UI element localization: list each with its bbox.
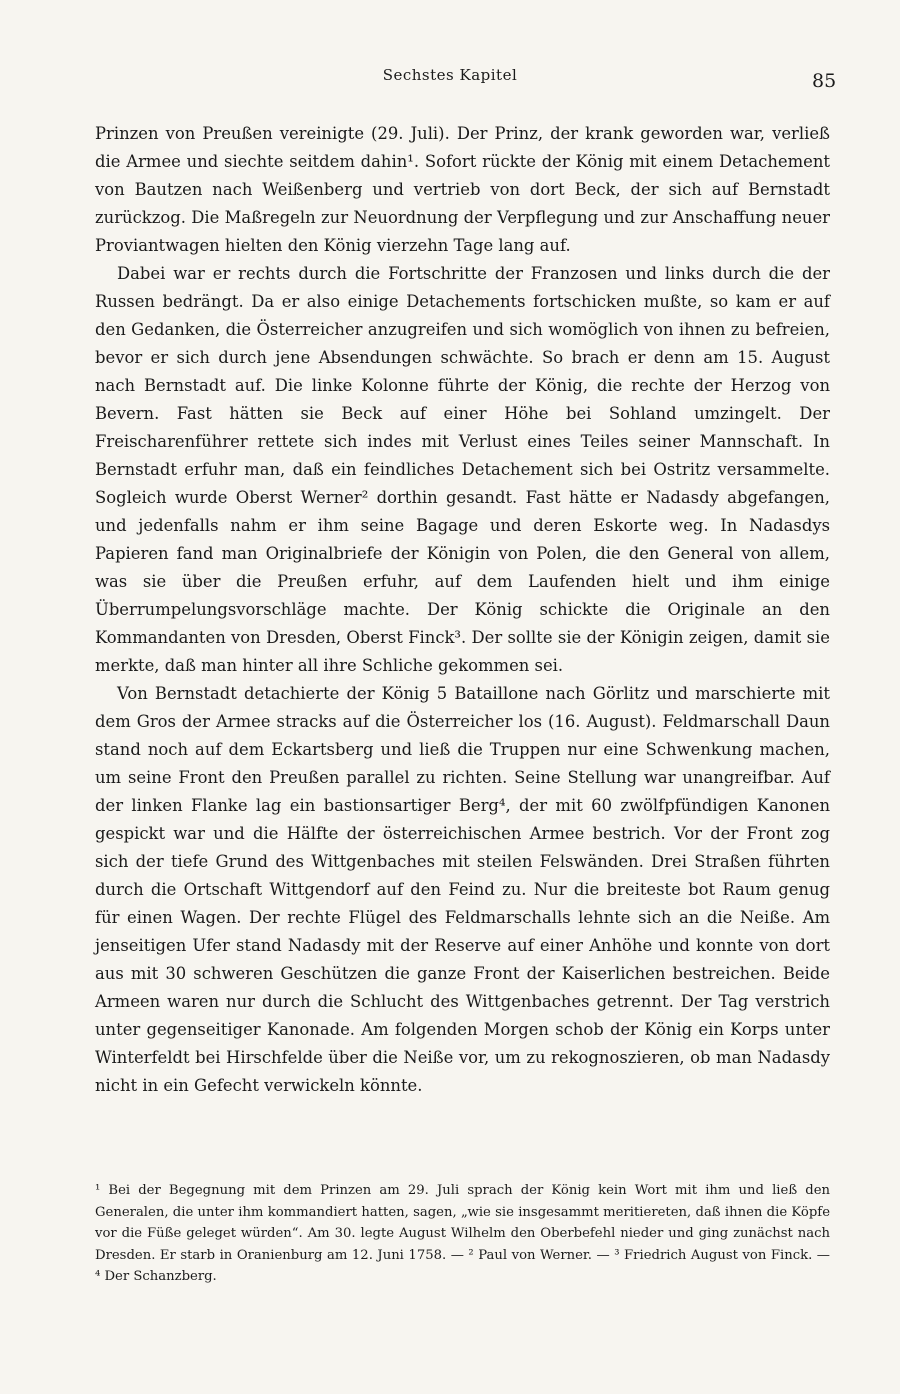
footnote-text: ¹ Bei der Begegnung mit dem Prinzen am 29. Juli sprach der König kein Wort mit ihm und ließ den Generalen, die unter ihm kommandiert hatten, sagen, „wie sie insgesammt meritiereten, daß ihnen die Köpfe vor die Füße geleget würden“. Am 30. legte August Wilhelm den Oberbefehl nieder und ging zunächst nach Dresden. Er starb in Oranienburg am 12. Juni 1758. — ² Paul von Werner. — ³ Friedrich August von Finck. — ⁴ Der Schanzberg. [95, 1183, 830, 1284]
footnotes [95, 1180, 830, 1288]
paragraph: Von Bernstadt detachierte der König 5 Bataillone nach Görlitz und marschierte mit dem Gros der Armee stracks auf die Österreicher los (16. August). Feldmarschall Daun stand noch auf dem Eckartsberg und ließ die Truppen nur eine Schwenkung machen, um seine Front den Preußen parallel zu richten. Seine Stellung war unangreifbar. Auf der linken Flanke lag ein bastionsartiger Berg⁴, der mit 60 zwölfpfündigen Kanonen gespickt war und die Hälfte der österreichischen Armee bestrich. Vor der Front zog sich der tiefe Grund des Wittgenbaches mit steilen Felswänden. Drei Straßen führten durch die Ortschaft Wittgendorf auf den Feind zu. Nur die breiteste bot Raum genug für einen Wagen. Der rechte Flügel des Feldmarschalls lehnte sich an die Neiße. Am jenseitigen Ufer stand Nadasdy mit der Reserve auf einer Anhöhe und konnte von dort aus mit 30 schweren Geschützen die ganze Front der Kaiserlichen bestreichen. Beide Armeen waren nur durch die Schlucht des Wittgenbaches getrennt. Der Tag verstrich unter gegenseitiger Kanonade. Am folgenden Morgen schob der König ein Korps unter Winterfeldt bei Hirschfelde über die Neiße vor, um zu rekognoszieren, ob man Nadasdy nicht in ein Gefecht verwickeln könnte. [95, 684, 830, 1095]
running-title: Sechstes Kapitel [382, 66, 518, 84]
paragraph: Prinzen von Preußen vereinigte (29. Juli). Der Prinz, der krank geworden war, verließ die Armee und siechte seitdem dahin¹. Sofort rückte der König mit einem Detachement von Bautzen nach Weißenberg und vertrieb von dort Beck, der sich auf Bernstadt zurückzog. Die Maßregeln zur Neuordnung der Verpflegung und zur Anschaffung neuer Proviantwagen hielten den König vierzehn Tage lang auf. [95, 124, 830, 255]
body-text [95, 120, 830, 1100]
paragraph: Dabei war er rechts durch die Fortschritte der Franzosen und links durch die der Russen bedrängt. Da er also einige Detachements fortschicken mußte, so kam er auf den Gedanken, die Österreicher anzugreifen und sich womöglich von ihnen zu befreien, bevor er sich durch jene Absendungen schwächte. So brach er denn am 15. August nach Bernstadt auf. Die linke Kolonne führte der König, die rechte der Herzog von Bevern. Fast hätten sie Beck auf einer Höhe bei Sohland umzingelt. Der Freischarenführer rettete sich indes mit Verlust eines Teiles seiner Mannschaft. In Bernstadt erfuhr man, daß ein feindliches Detachement sich bei Ostritz versammelte. Sogleich wurde Oberst Werner² dorthin gesandt. Fast hätte er Nadasdy abgefangen, und jedenfalls nahm er ihm seine Bagage und deren Eskorte weg. In Nadasdys Papieren fand man Originalbriefe der Königin von Polen, die den General von allem, was sie über die Preußen erfuhr, auf dem Laufenden hielt und ihm einige Überrumpelungsvorschläge machte. Der König schickte die Originale an den Kommandanten von Dresden, Oberst Finck³. Der sollte sie der Königin zeigen, damit sie merkte, daß man hinter all ihre Schliche gekommen sei. [95, 264, 830, 675]
page-number: 85 [812, 70, 837, 92]
